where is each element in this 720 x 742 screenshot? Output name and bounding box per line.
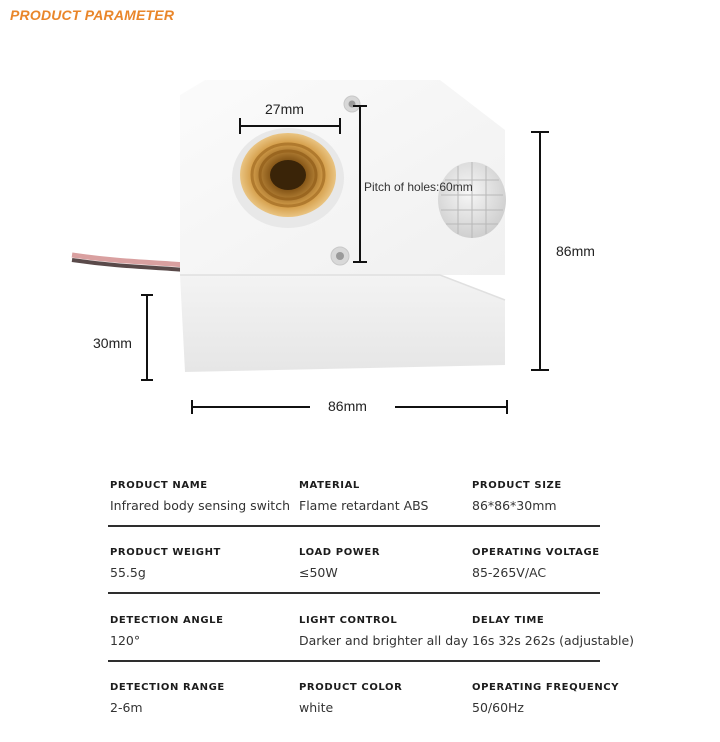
dim-label-height-right: 86mm bbox=[556, 243, 595, 259]
row-divider bbox=[108, 660, 600, 662]
spec-delay-time bbox=[472, 615, 634, 648]
spec-label: PRODUCT NAME bbox=[110, 480, 208, 491]
spec-label: DETECTION RANGE bbox=[110, 682, 225, 693]
spec-label: OPERATING FREQUENCY bbox=[472, 682, 620, 693]
dim-label-width-bottom: 86mm bbox=[328, 398, 367, 414]
spec-row bbox=[0, 615, 720, 675]
dimension-height-left bbox=[141, 295, 153, 380]
spec-value: 2-6m bbox=[110, 700, 143, 715]
lamp-socket bbox=[232, 128, 344, 228]
power-cable bbox=[72, 255, 185, 270]
pir-sensor-lens bbox=[438, 162, 506, 238]
spec-value: 50/60Hz bbox=[472, 700, 524, 715]
spec-value: 120° bbox=[110, 633, 141, 648]
page-title: PRODUCT PARAMETER bbox=[10, 7, 175, 23]
spec-product-weight bbox=[110, 547, 221, 580]
spec-label: DETECTION ANGLE bbox=[110, 615, 224, 626]
spec-operating-frequency bbox=[472, 682, 619, 715]
spec-product-color bbox=[299, 682, 402, 715]
spec-product-size bbox=[472, 480, 562, 513]
spec-label: MATERIAL bbox=[299, 480, 360, 491]
spec-label: LIGHT CONTROL bbox=[299, 615, 398, 626]
dim-label-pitch-holes: Pitch of holes:60mm bbox=[364, 180, 473, 194]
spec-label: LOAD POWER bbox=[299, 547, 381, 558]
spec-detection-range bbox=[110, 682, 225, 715]
spec-value: ≤50W bbox=[299, 565, 338, 580]
spec-label: OPERATING VOLTAGE bbox=[472, 547, 600, 558]
spec-value: 86*86*30mm bbox=[472, 498, 557, 513]
spec-value: 85-265V/AC bbox=[472, 565, 547, 580]
spec-label: PRODUCT COLOR bbox=[299, 682, 403, 693]
spec-detection-angle bbox=[110, 615, 224, 648]
spec-label: PRODUCT SIZE bbox=[472, 480, 562, 491]
row-divider bbox=[108, 525, 600, 527]
spec-value: Darker and brighter all day bbox=[299, 633, 469, 648]
spec-light-control bbox=[299, 615, 468, 648]
spec-value: 16s 32s 262s (adjustable) bbox=[472, 633, 635, 648]
spec-value: Infrared body sensing switch bbox=[110, 498, 291, 513]
row-divider bbox=[108, 592, 600, 594]
dim-label-height-left: 30mm bbox=[93, 335, 132, 351]
spec-row bbox=[0, 480, 720, 540]
spec-row bbox=[0, 682, 720, 742]
spec-value: white bbox=[299, 700, 334, 715]
spec-product-name bbox=[110, 480, 290, 513]
spec-value: 55.5g bbox=[110, 565, 146, 580]
spec-operating-voltage bbox=[472, 547, 600, 580]
dimension-height-right bbox=[531, 132, 549, 370]
spec-row bbox=[0, 547, 720, 607]
spec-label: DELAY TIME bbox=[472, 615, 545, 626]
spec-material bbox=[299, 480, 428, 513]
spec-label: PRODUCT WEIGHT bbox=[110, 547, 221, 558]
dim-label-top-width: 27mm bbox=[265, 101, 304, 117]
spec-load-power bbox=[299, 547, 380, 580]
spec-value: Flame retardant ABS bbox=[299, 498, 429, 513]
